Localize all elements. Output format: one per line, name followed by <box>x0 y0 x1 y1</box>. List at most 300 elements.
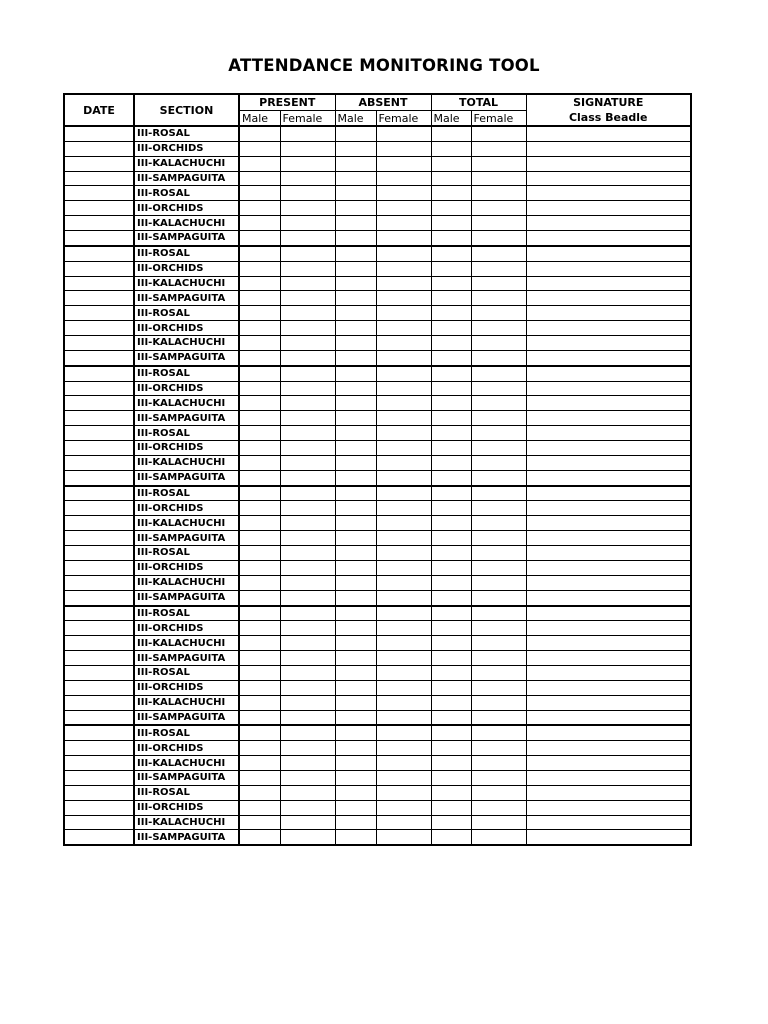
attendance-table <box>63 93 692 846</box>
section-cell: III-KALACHUCHI <box>134 636 239 651</box>
total-male-cell <box>431 651 471 666</box>
present-female-cell <box>280 156 335 171</box>
table-row <box>64 336 691 351</box>
total-male-cell <box>431 815 471 830</box>
date-cell <box>64 350 134 365</box>
total-female-cell <box>471 141 526 156</box>
table-row <box>64 291 691 306</box>
total-male-cell <box>431 575 471 590</box>
present-male-cell <box>239 531 280 546</box>
absent-male-cell <box>335 830 376 845</box>
absent-male-cell <box>335 396 376 411</box>
present-male-cell <box>239 756 280 771</box>
absent-male-cell <box>335 546 376 561</box>
absent-male-cell <box>335 575 376 590</box>
present-male-cell <box>239 590 280 605</box>
absent-female-cell <box>376 516 431 531</box>
present-female-cell <box>280 546 335 561</box>
present-female-cell <box>280 216 335 231</box>
total-male-cell <box>431 291 471 306</box>
total-male-cell <box>431 606 471 621</box>
present-female-cell <box>280 621 335 636</box>
header-present-female: Female <box>280 111 335 127</box>
present-female-cell <box>280 171 335 186</box>
date-cell <box>64 381 134 396</box>
absent-male-cell <box>335 756 376 771</box>
present-female-cell <box>280 501 335 516</box>
total-female-cell <box>471 486 526 501</box>
total-female-cell <box>471 306 526 321</box>
absent-male-cell <box>335 560 376 575</box>
total-female-cell <box>471 156 526 171</box>
present-female-cell <box>280 680 335 695</box>
table-row <box>64 606 691 621</box>
section-cell: III-ROSAL <box>134 246 239 261</box>
total-male-cell <box>431 396 471 411</box>
header-date: DATE <box>64 94 134 126</box>
date-cell <box>64 756 134 771</box>
table-row <box>64 470 691 485</box>
date-cell <box>64 830 134 845</box>
date-cell <box>64 725 134 740</box>
section-cell: III-ORCHIDS <box>134 621 239 636</box>
present-female-cell <box>280 756 335 771</box>
total-female-cell <box>471 291 526 306</box>
absent-female-cell <box>376 411 431 426</box>
present-female-cell <box>280 350 335 365</box>
present-male-cell <box>239 246 280 261</box>
date-cell <box>64 246 134 261</box>
absent-male-cell <box>335 486 376 501</box>
date-cell <box>64 800 134 815</box>
signature-cell <box>526 531 691 546</box>
date-cell <box>64 261 134 276</box>
header-absent: ABSENT <box>335 94 431 111</box>
present-male-cell <box>239 216 280 231</box>
table-row <box>64 665 691 680</box>
present-female-cell <box>280 470 335 485</box>
date-cell <box>64 680 134 695</box>
table-row <box>64 800 691 815</box>
signature-cell <box>526 710 691 725</box>
total-male-cell <box>431 665 471 680</box>
table-row <box>64 426 691 441</box>
table-row <box>64 546 691 561</box>
total-female-cell <box>471 815 526 830</box>
table-row <box>64 321 691 336</box>
table-row <box>64 695 691 710</box>
total-male-cell <box>431 306 471 321</box>
absent-female-cell <box>376 396 431 411</box>
signature-cell <box>526 741 691 756</box>
table-row <box>64 815 691 830</box>
present-female-cell <box>280 231 335 246</box>
present-female-cell <box>280 411 335 426</box>
total-female-cell <box>471 636 526 651</box>
total-male-cell <box>431 231 471 246</box>
absent-male-cell <box>335 126 376 141</box>
total-female-cell <box>471 426 526 441</box>
section-cell: III-ORCHIDS <box>134 501 239 516</box>
signature-cell <box>526 156 691 171</box>
attendance-rows <box>64 126 691 845</box>
present-male-cell <box>239 426 280 441</box>
total-female-cell <box>471 665 526 680</box>
present-male-cell <box>239 350 280 365</box>
date-cell <box>64 516 134 531</box>
signature-cell <box>526 186 691 201</box>
present-female-cell <box>280 800 335 815</box>
header-present-male: Male <box>239 111 280 127</box>
table-row <box>64 756 691 771</box>
date-cell <box>64 186 134 201</box>
date-cell <box>64 590 134 605</box>
total-male-cell <box>431 276 471 291</box>
total-female-cell <box>471 246 526 261</box>
total-female-cell <box>471 516 526 531</box>
present-female-cell <box>280 575 335 590</box>
total-female-cell <box>471 411 526 426</box>
date-cell <box>64 201 134 216</box>
absent-female-cell <box>376 306 431 321</box>
table-row <box>64 381 691 396</box>
absent-female-cell <box>376 276 431 291</box>
header-signature: SIGNATURE <box>526 94 691 111</box>
date-cell <box>64 306 134 321</box>
total-male-cell <box>431 785 471 800</box>
date-cell <box>64 336 134 351</box>
signature-cell <box>526 246 691 261</box>
total-male-cell <box>431 186 471 201</box>
total-female-cell <box>471 800 526 815</box>
header-absent-male: Male <box>335 111 376 127</box>
table-row <box>64 216 691 231</box>
total-female-cell <box>471 350 526 365</box>
present-female-cell <box>280 306 335 321</box>
section-cell: III-ORCHIDS <box>134 741 239 756</box>
present-male-cell <box>239 575 280 590</box>
total-male-cell <box>431 516 471 531</box>
present-male-cell <box>239 695 280 710</box>
absent-female-cell <box>376 785 431 800</box>
present-male-cell <box>239 560 280 575</box>
total-male-cell <box>431 590 471 605</box>
absent-male-cell <box>335 531 376 546</box>
date-cell <box>64 651 134 666</box>
present-male-cell <box>239 785 280 800</box>
table-row <box>64 396 691 411</box>
present-male-cell <box>239 126 280 141</box>
present-female-cell <box>280 590 335 605</box>
present-male-cell <box>239 321 280 336</box>
absent-female-cell <box>376 665 431 680</box>
present-male-cell <box>239 171 280 186</box>
absent-male-cell <box>335 246 376 261</box>
absent-male-cell <box>335 186 376 201</box>
signature-cell <box>526 575 691 590</box>
table-row <box>64 590 691 605</box>
total-female-cell <box>471 560 526 575</box>
absent-female-cell <box>376 126 431 141</box>
signature-cell <box>526 830 691 845</box>
absent-female-cell <box>376 156 431 171</box>
section-cell: III-ROSAL <box>134 426 239 441</box>
absent-female-cell <box>376 621 431 636</box>
absent-female-cell <box>376 321 431 336</box>
present-male-cell <box>239 201 280 216</box>
absent-male-cell <box>335 680 376 695</box>
section-cell: III-SAMPAGUITA <box>134 470 239 485</box>
present-male-cell <box>239 470 280 485</box>
total-male-cell <box>431 455 471 470</box>
absent-female-cell <box>376 486 431 501</box>
section-cell: III-SAMPAGUITA <box>134 710 239 725</box>
section-cell: III-SAMPAGUITA <box>134 171 239 186</box>
table-row <box>64 156 691 171</box>
present-female-cell <box>280 366 335 381</box>
signature-cell <box>526 665 691 680</box>
absent-female-cell <box>376 381 431 396</box>
absent-female-cell <box>376 201 431 216</box>
signature-cell <box>526 470 691 485</box>
absent-male-cell <box>335 695 376 710</box>
absent-male-cell <box>335 321 376 336</box>
absent-female-cell <box>376 800 431 815</box>
present-male-cell <box>239 276 280 291</box>
present-female-cell <box>280 201 335 216</box>
section-cell: III-ROSAL <box>134 665 239 680</box>
table-row <box>64 441 691 456</box>
table-row <box>64 560 691 575</box>
total-female-cell <box>471 261 526 276</box>
signature-cell <box>526 455 691 470</box>
signature-cell <box>526 231 691 246</box>
signature-cell <box>526 815 691 830</box>
date-cell <box>64 636 134 651</box>
section-cell: III-SAMPAGUITA <box>134 590 239 605</box>
absent-male-cell <box>335 366 376 381</box>
present-male-cell <box>239 546 280 561</box>
section-cell: III-ROSAL <box>134 126 239 141</box>
present-male-cell <box>239 725 280 740</box>
date-cell <box>64 695 134 710</box>
section-cell: III-ROSAL <box>134 785 239 800</box>
present-male-cell <box>239 411 280 426</box>
absent-male-cell <box>335 336 376 351</box>
present-female-cell <box>280 276 335 291</box>
total-male-cell <box>431 710 471 725</box>
present-male-cell <box>239 396 280 411</box>
signature-cell <box>526 350 691 365</box>
total-female-cell <box>471 725 526 740</box>
total-male-cell <box>431 770 471 785</box>
present-male-cell <box>239 291 280 306</box>
absent-female-cell <box>376 725 431 740</box>
absent-male-cell <box>335 261 376 276</box>
signature-cell <box>526 756 691 771</box>
section-cell: III-KALACHUCHI <box>134 695 239 710</box>
signature-cell <box>526 680 691 695</box>
total-female-cell <box>471 651 526 666</box>
date-cell <box>64 560 134 575</box>
present-male-cell <box>239 381 280 396</box>
signature-cell <box>526 516 691 531</box>
absent-female-cell <box>376 216 431 231</box>
present-male-cell <box>239 516 280 531</box>
table-row <box>64 770 691 785</box>
signature-cell <box>526 770 691 785</box>
present-male-cell <box>239 621 280 636</box>
absent-female-cell <box>376 680 431 695</box>
absent-female-cell <box>376 455 431 470</box>
date-cell <box>64 665 134 680</box>
absent-female-cell <box>376 261 431 276</box>
present-female-cell <box>280 516 335 531</box>
absent-female-cell <box>376 606 431 621</box>
present-female-cell <box>280 381 335 396</box>
absent-male-cell <box>335 156 376 171</box>
total-male-cell <box>431 261 471 276</box>
absent-male-cell <box>335 741 376 756</box>
header-present: PRESENT <box>239 94 335 111</box>
table-row <box>64 231 691 246</box>
header-section: SECTION <box>134 94 239 126</box>
signature-cell <box>526 441 691 456</box>
absent-male-cell <box>335 411 376 426</box>
absent-female-cell <box>376 426 431 441</box>
total-male-cell <box>431 470 471 485</box>
present-female-cell <box>280 815 335 830</box>
absent-male-cell <box>335 606 376 621</box>
present-female-cell <box>280 531 335 546</box>
absent-female-cell <box>376 350 431 365</box>
signature-cell <box>526 366 691 381</box>
date-cell <box>64 815 134 830</box>
date-cell <box>64 366 134 381</box>
date-cell <box>64 171 134 186</box>
present-male-cell <box>239 306 280 321</box>
date-cell <box>64 575 134 590</box>
section-cell: III-KALACHUCHI <box>134 455 239 470</box>
absent-female-cell <box>376 560 431 575</box>
section-cell: III-SAMPAGUITA <box>134 291 239 306</box>
date-cell <box>64 231 134 246</box>
table-row <box>64 785 691 800</box>
absent-female-cell <box>376 695 431 710</box>
table-row <box>64 830 691 845</box>
total-female-cell <box>471 680 526 695</box>
total-female-cell <box>471 575 526 590</box>
section-cell: III-ROSAL <box>134 486 239 501</box>
signature-cell <box>526 546 691 561</box>
table-row <box>64 455 691 470</box>
total-male-cell <box>431 695 471 710</box>
signature-cell <box>526 651 691 666</box>
present-female-cell <box>280 186 335 201</box>
present-female-cell <box>280 560 335 575</box>
total-male-cell <box>431 336 471 351</box>
total-female-cell <box>471 231 526 246</box>
absent-male-cell <box>335 350 376 365</box>
signature-cell <box>526 501 691 516</box>
absent-female-cell <box>376 815 431 830</box>
section-cell: III-ORCHIDS <box>134 560 239 575</box>
absent-male-cell <box>335 381 376 396</box>
present-male-cell <box>239 366 280 381</box>
total-male-cell <box>431 636 471 651</box>
total-female-cell <box>471 186 526 201</box>
table-row <box>64 246 691 261</box>
signature-cell <box>526 560 691 575</box>
present-female-cell <box>280 126 335 141</box>
section-cell: III-ROSAL <box>134 186 239 201</box>
total-male-cell <box>431 321 471 336</box>
date-cell <box>64 470 134 485</box>
table-row <box>64 725 691 740</box>
present-male-cell <box>239 665 280 680</box>
table-row <box>64 621 691 636</box>
absent-female-cell <box>376 770 431 785</box>
absent-male-cell <box>335 501 376 516</box>
present-female-cell <box>280 636 335 651</box>
date-cell <box>64 156 134 171</box>
total-male-cell <box>431 741 471 756</box>
present-male-cell <box>239 651 280 666</box>
present-female-cell <box>280 261 335 276</box>
total-male-cell <box>431 350 471 365</box>
total-male-cell <box>431 725 471 740</box>
section-cell: III-SAMPAGUITA <box>134 531 239 546</box>
section-cell: III-ORCHIDS <box>134 321 239 336</box>
table-row <box>64 366 691 381</box>
absent-female-cell <box>376 575 431 590</box>
present-female-cell <box>280 785 335 800</box>
section-cell: III-KALACHUCHI <box>134 575 239 590</box>
signature-cell <box>526 261 691 276</box>
absent-male-cell <box>335 276 376 291</box>
table-row <box>64 306 691 321</box>
absent-male-cell <box>335 441 376 456</box>
section-cell: III-SAMPAGUITA <box>134 411 239 426</box>
total-female-cell <box>471 531 526 546</box>
section-cell: III-SAMPAGUITA <box>134 770 239 785</box>
section-cell: III-ROSAL <box>134 725 239 740</box>
absent-female-cell <box>376 710 431 725</box>
date-cell <box>64 486 134 501</box>
absent-male-cell <box>335 426 376 441</box>
total-female-cell <box>471 770 526 785</box>
absent-male-cell <box>335 710 376 725</box>
date-cell <box>64 606 134 621</box>
total-female-cell <box>471 756 526 771</box>
total-male-cell <box>431 680 471 695</box>
signature-cell <box>526 800 691 815</box>
section-cell: III-KALACHUCHI <box>134 156 239 171</box>
signature-cell <box>526 606 691 621</box>
date-cell <box>64 531 134 546</box>
date-cell <box>64 501 134 516</box>
total-female-cell <box>471 336 526 351</box>
date-cell <box>64 546 134 561</box>
present-male-cell <box>239 606 280 621</box>
section-cell: III-SAMPAGUITA <box>134 830 239 845</box>
total-male-cell <box>431 800 471 815</box>
section-cell: III-KALACHUCHI <box>134 336 239 351</box>
table-row <box>64 710 691 725</box>
total-female-cell <box>471 501 526 516</box>
section-cell: III-SAMPAGUITA <box>134 231 239 246</box>
section-cell: III-KALACHUCHI <box>134 756 239 771</box>
